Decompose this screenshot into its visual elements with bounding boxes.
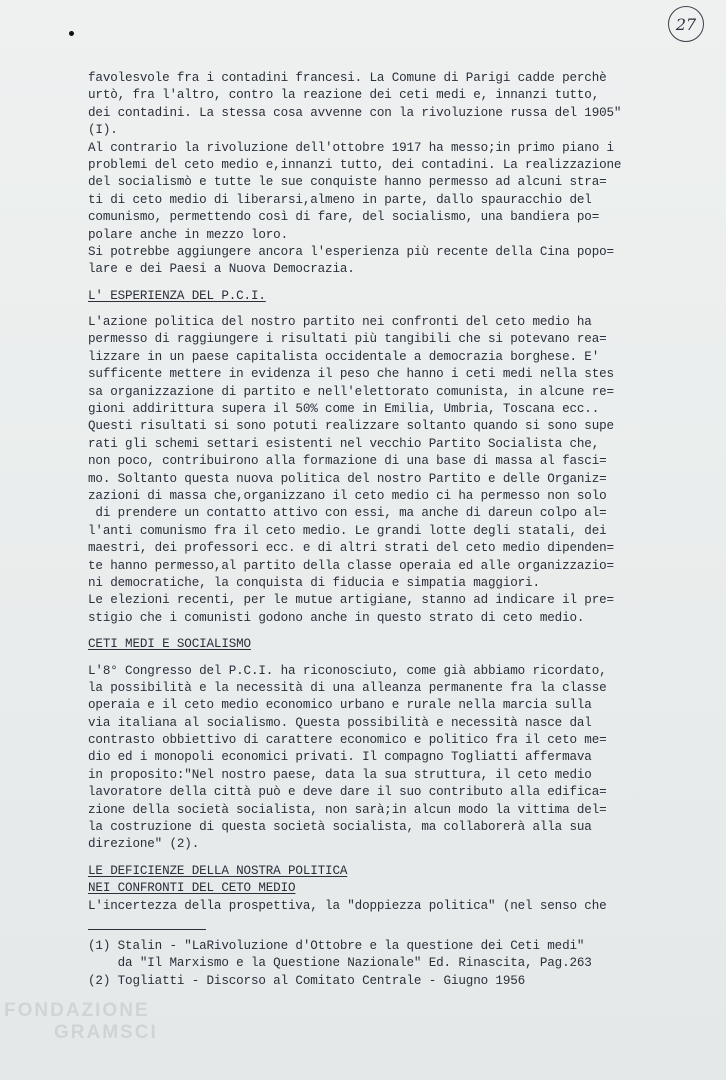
- text-line: L'incertezza della prospettiva, la "doppiezza politica" (nel senso che: [88, 898, 607, 913]
- text-line: lare e dei Paesi a Nuova Democrazia.: [88, 262, 355, 277]
- text-line: Le elezioni recenti, per le mutue artigiane, stanno ad indicare il pre=: [88, 593, 614, 608]
- text-line: non poco, contribuirono alla formazione di una base di massa al fasci=: [88, 454, 607, 469]
- text-line: rati gli schemi settari esistenti nel vecchio Partito Socialista che,: [88, 436, 600, 451]
- text-line: operaia e il ceto medio economico urbano e rurale nella marcia sulla: [88, 698, 592, 713]
- text-line: mo. Soltanto questa nuova politica del nostro Partito e delle Organiz=: [88, 471, 607, 486]
- footnote-line: da "Il Marxismo e la Questione Nazionale" Ed. Rinascita, Pag.263: [88, 956, 592, 971]
- section-esperienza-text: [88, 314, 720, 627]
- text-line: problemi del ceto medio e,innanzi tutto, dei contadini. La realizzazione: [88, 157, 622, 172]
- punch-hole-dot: [69, 31, 74, 36]
- text-line: dei contadini. La stessa cosa avvenne con la rivoluzione russa del 1905": [88, 105, 622, 120]
- section-ceti-medi-text: [88, 663, 720, 854]
- footnotes: [88, 938, 720, 990]
- section-heading-deficienze-2: NEI CONFRONTI DEL CETO MEDIO: [88, 881, 296, 896]
- text-line: l'anti comunismo fra il ceto medio. Le grandi lotte degli statali, dei: [88, 523, 607, 538]
- text-line: contrasto obbiettivo di carattere economico e politico fra il ceto me=: [88, 733, 607, 748]
- watermark-line-1: FONDAZIONE: [4, 1000, 150, 1021]
- text-line: te hanno permesso,al partito della classe operaia ed alle organizzazio=: [88, 558, 614, 573]
- text-line: stigio che i comunisti godono anche in questo strato di ceto medio.: [88, 610, 585, 625]
- footnote-divider: [88, 929, 206, 930]
- text-line: L'8° Congresso del P.C.I. ha riconosciuto, come già abbiamo ricordato,: [88, 663, 607, 678]
- text-line: permesso di raggiungere i risultati più tangibili che si potevano rea=: [88, 332, 607, 347]
- page-number: 27: [668, 6, 704, 42]
- text-line: maestri, dei professori ecc. e di altri strati del ceto medio dipenden=: [88, 541, 614, 556]
- text-line: sufficente mettere in evidenza il peso che hanno i ceti medi nella stes: [88, 367, 614, 382]
- section-heading-esperienza: L' ESPERIENZA DEL P.C.I.: [88, 288, 266, 303]
- intro-paragraphs: [88, 70, 720, 279]
- text-line: di prendere un contatto attivo con essi, ma anche di dareun colpo al=: [88, 506, 607, 521]
- text-line: comunismo, permettendo così di fare, del socialismo, una bandiera po=: [88, 210, 600, 225]
- text-line: la costruzione di questa società socialista, ma collaborerà alla sua: [88, 820, 592, 835]
- text-line: L'azione politica del nostro partito nei confronti del ceto medio ha: [88, 315, 592, 330]
- watermark-line-2: GRAMSCI: [54, 1022, 158, 1043]
- text-line: lavoratore della città può e deve dare il suo contributo alla edifica=: [88, 785, 607, 800]
- footnote-line: (2) Togliatti - Discorso al Comitato Centrale - Giugno 1956: [88, 973, 526, 988]
- text-line: Questi risultati si sono potuti realizzare soltanto quando si sono supe: [88, 419, 614, 434]
- text-line: sa organizzazione di partito e nell'elettorato comunista, in alcune re=: [88, 384, 614, 399]
- text-line: urtò, fra l'altro, contro la reazione dei ceti medi e, innanzi tutto,: [88, 88, 600, 103]
- text-line: la possibilità e la necessità di una alleanza permanente fra la classe: [88, 680, 607, 695]
- text-line: in proposito:"Nel nostro paese, data la sua struttura, il ceto medio: [88, 767, 592, 782]
- text-line: zazioni di massa che,organizzano il ceto medio ci ha permesso non solo: [88, 488, 607, 503]
- text-line: ni democratiche, la conquista di fiducia e simpatia maggiori.: [88, 575, 540, 590]
- text-line: favolesvole fra i contadini francesi. La Comune di Parigi cadde perchè: [88, 71, 607, 85]
- archive-watermark: [4, 1000, 158, 1044]
- text-line: (I).: [88, 123, 118, 138]
- text-line: zione della società socialista, non sarà;in alcun modo la vittima del=: [88, 802, 607, 817]
- text-line: ti di ceto medio di liberarsi,almeno in parte, dallo spauracchio del: [88, 192, 592, 207]
- text-line: polare anche in mezzo loro.: [88, 227, 289, 242]
- text-line: del socialismò e tutte le sue conquiste hanno permesso ad alcuni stra=: [88, 175, 607, 190]
- section-heading-ceti-medi: CETI MEDI E SOCIALISMO: [88, 637, 251, 652]
- footnote-line: (1) Stalin - "LaRivoluzione d'Ottobre e la questione dei Ceti medi": [88, 938, 585, 953]
- text-line: direzione" (2).: [88, 837, 200, 852]
- text-line: via italiana al socialismo. Questa possibilità e necessità nasce dal: [88, 715, 592, 730]
- section-deficienze-text: [88, 898, 720, 915]
- section-heading-deficienze-1: LE DEFICIENZE DELLA NOSTRA POLITICA: [88, 863, 348, 878]
- text-line: lizzare in un paese capitalista occidentale a democrazia borghese. E': [88, 349, 600, 364]
- text-line: Si potrebbe aggiungere ancora l'esperienza più recente della Cina popo=: [88, 244, 614, 259]
- text-line: Al contrario la rivoluzione dell'ottobre 1917 ha messo;in primo piano i: [88, 140, 614, 155]
- text-line: gioni addirittura supera il 50% come in Emilia, Umbria, Toscana ecc..: [88, 402, 600, 417]
- text-line: dio ed i monopoli economici privati. Il compagno Togliatti affermava: [88, 750, 592, 765]
- document-body: [88, 70, 720, 990]
